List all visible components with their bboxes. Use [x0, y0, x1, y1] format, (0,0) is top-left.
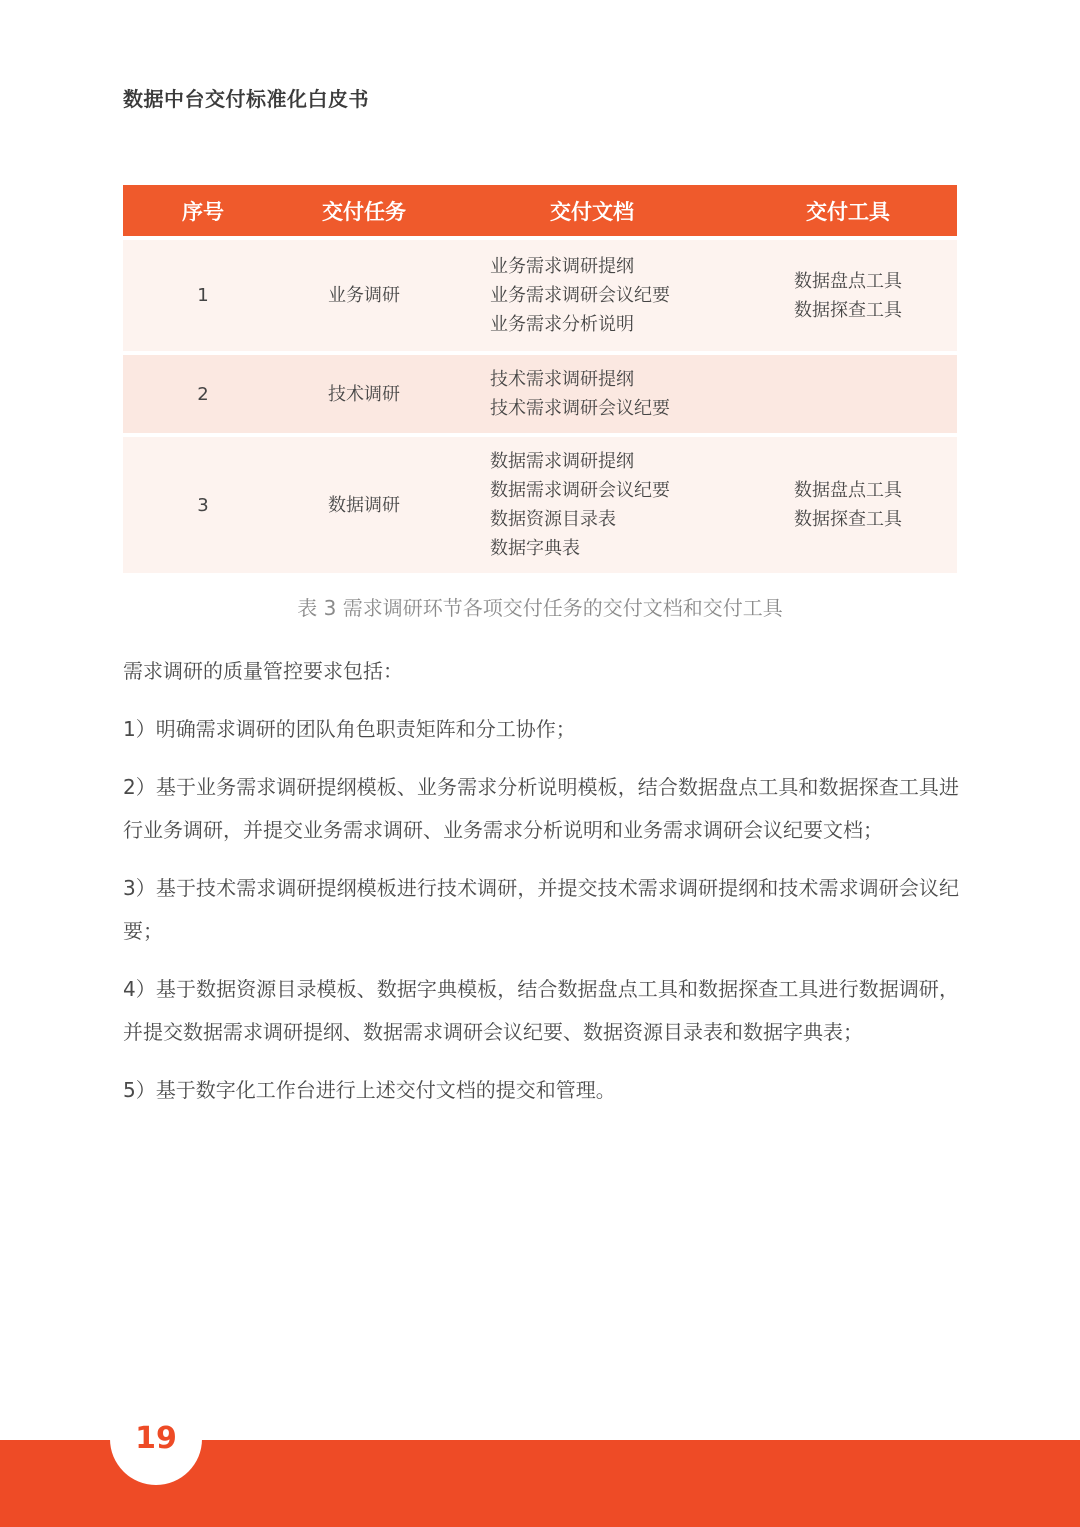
- tool-item: 数据盘点工具: [794, 480, 902, 501]
- table-row: [123, 355, 957, 433]
- doc-item: 业务需求调研提纲: [490, 256, 634, 277]
- tool-item: 数据探查工具: [794, 299, 902, 321]
- row-index: 2: [123, 355, 283, 433]
- row-tools: [739, 355, 957, 433]
- doc-item: 数据需求调研会议纪要: [490, 480, 670, 501]
- doc-item: 数据字典表: [490, 538, 580, 559]
- paragraph-item-5: 5）基于数字化工作台进行上述交付文档的提交和管理。: [123, 1078, 616, 1102]
- paragraph-item-1: 1）明确需求调研的团队角色职责矩阵和分工协作；: [123, 717, 576, 741]
- column-header-index: 序号: [123, 185, 283, 236]
- row-index: 3: [123, 437, 283, 573]
- doc-item: 业务需求调研会议纪要: [490, 285, 670, 306]
- doc-item: 技术需求调研会议纪要: [490, 398, 670, 419]
- row-tools: [739, 240, 957, 351]
- paragraph-item-4: 4）基于数据资源目录模板、数据字典模板，结合数据盘点工具和数据探查工具进行数据调研，并提交数据需求调研提纲、数据需求调研会议纪要、数据资源目录表和数据字典表；: [123, 977, 959, 1044]
- row-docs: [445, 437, 739, 573]
- doc-item: 数据资源目录表: [490, 509, 616, 530]
- row-docs: [445, 355, 739, 433]
- table-caption: 表 3 需求调研环节各项交付任务的交付文档和交付工具: [297, 596, 783, 620]
- row-tools: [739, 437, 957, 573]
- tool-item: 数据盘点工具: [794, 270, 902, 292]
- page-number: 19: [110, 1393, 202, 1485]
- paragraph-intro: 需求调研的质量管控要求包括：: [123, 659, 403, 683]
- row-task: 数据调研: [283, 437, 445, 573]
- paragraph-item-2: 2）基于业务需求调研提纲模板、业务需求分析说明模板，结合数据盘点工具和数据探查工具进行业务调研，并提交业务需求调研、业务需求分析说明和业务需求调研会议纪要文档；: [123, 775, 959, 842]
- tool-item: 数据探查工具: [794, 509, 902, 530]
- paragraph-item-3: 3）基于技术需求调研提纲模板进行技术调研，并提交技术需求调研提纲和技术需求调研会议纪要；: [123, 876, 959, 943]
- deliverables-table: [123, 185, 957, 577]
- row-task: 业务调研: [283, 240, 445, 351]
- doc-item: 技术需求调研提纲: [490, 369, 634, 390]
- doc-item: 数据需求调研提纲: [490, 451, 634, 472]
- doc-item: 业务需求分析说明: [490, 314, 634, 335]
- row-docs: [445, 240, 739, 351]
- column-header-task: 交付任务: [283, 185, 445, 236]
- table-row: [123, 240, 957, 351]
- running-header: 数据中台交付标准化白皮书: [123, 87, 369, 111]
- row-task: 技术调研: [283, 355, 445, 433]
- table-row: [123, 437, 957, 573]
- table-header-row: [123, 185, 957, 236]
- column-header-docs: 交付文档: [445, 185, 739, 236]
- body-text: [123, 650, 959, 1127]
- row-index: 1: [123, 240, 283, 351]
- column-header-tools: 交付工具: [739, 185, 957, 236]
